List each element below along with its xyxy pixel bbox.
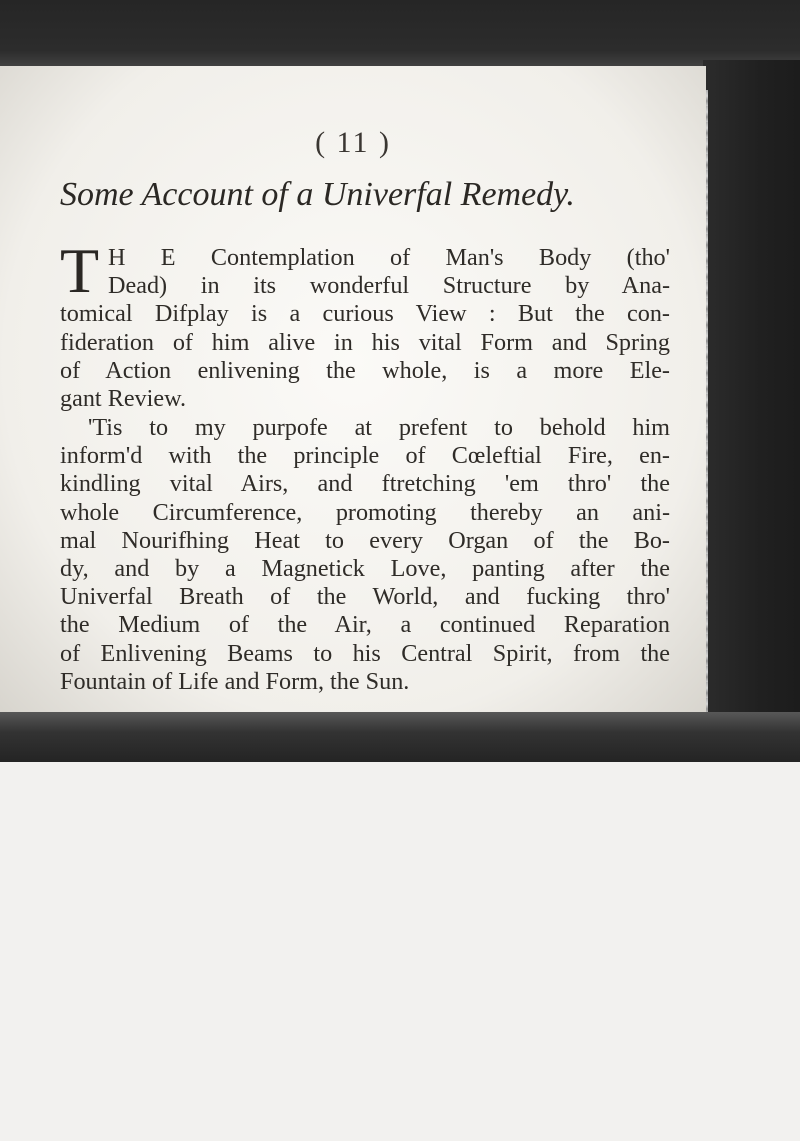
text-line: fideration of him alive in his vital Form and Spring — [60, 328, 670, 356]
text-line: Univerfal Breath of the World, and fucking thro' — [60, 583, 670, 611]
scan-background-top — [0, 0, 800, 72]
text-line: the Medium of the Air, a continued Reparation — [60, 611, 670, 639]
page-number: ( 11 ) — [315, 126, 391, 159]
page-title-text: Some Account of a Univerfal Remedy. — [60, 176, 575, 213]
scan-background-lower — [0, 762, 800, 1141]
text-line: dy, and by a Magnetick Love, panting after the — [60, 555, 670, 583]
scan-background-bottom — [0, 712, 800, 762]
text-line: of Action enlivening the whole, is a more Ele- — [60, 356, 670, 384]
drop-cap-letter: T — [60, 235, 100, 306]
text-line: gant Review. — [60, 385, 187, 413]
text-line: Dead) in its wonderful Structure by Ana- — [108, 272, 670, 300]
text-line: of Enlivening Beams to his Central Spirit, from the — [60, 639, 670, 667]
paragraph-2 — [60, 414, 670, 696]
text-line: whole Circumference, promoting thereby an ani- — [60, 498, 670, 526]
scan-background-right — [703, 60, 800, 730]
text-line: mal Nourifhing Heat to every Organ of the Bo- — [60, 526, 670, 554]
text-line: tomical Difplay is a curious View : But the con- — [60, 300, 670, 328]
paragraph-1 — [60, 235, 670, 413]
text-line: H E Contemplation of Man's Body (tho' — [108, 244, 670, 271]
text-line: kindling vital Airs, and ftretching 'em thro' the — [60, 470, 670, 498]
text-line: inform'd with the principle of Cœleftial Fire, en- — [60, 442, 670, 470]
text-line: 'Tis to my purpofe at prefent to behold him — [88, 414, 670, 441]
page-title — [60, 176, 700, 214]
text-line: Fountain of Life and Form, the Sun. — [60, 667, 410, 695]
